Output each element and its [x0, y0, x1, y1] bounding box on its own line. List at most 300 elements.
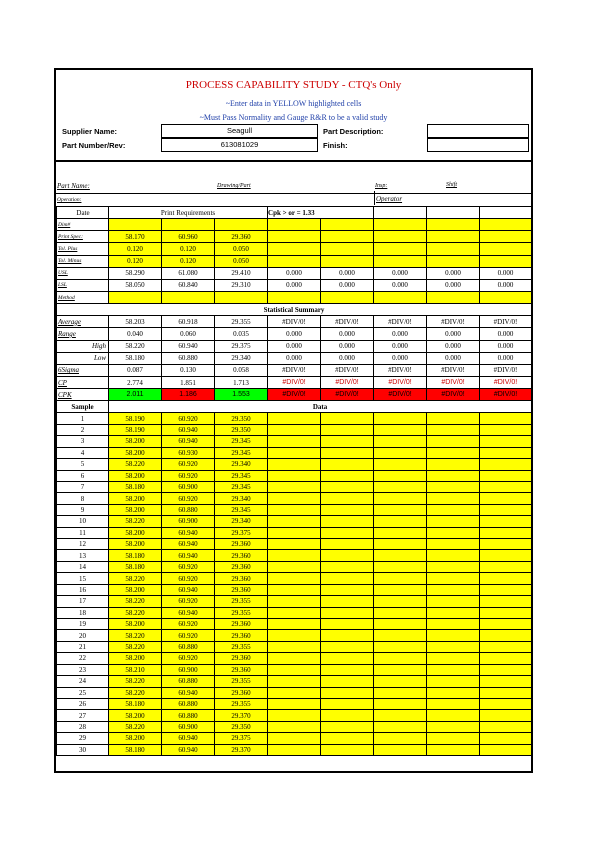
sample-empty-cell[interactable] [268, 504, 321, 515]
sample-empty-cell[interactable] [374, 561, 427, 572]
sample-empty-cell[interactable] [374, 527, 427, 538]
sample-value-cell[interactable]: 29.350 [215, 413, 268, 424]
sample-value-cell[interactable]: 29.360 [215, 539, 268, 550]
spec-cell[interactable]: 0.120 [162, 255, 215, 267]
sample-value-cell[interactable]: 60.880 [162, 504, 215, 515]
sample-empty-cell[interactable] [374, 584, 427, 595]
spec-cell[interactable] [427, 231, 480, 243]
sample-empty-cell[interactable] [321, 618, 374, 629]
spec-cell[interactable] [215, 291, 268, 303]
sample-empty-cell[interactable] [321, 630, 374, 641]
sample-value-cell[interactable]: 60.940 [162, 687, 215, 698]
spec-cell[interactable] [374, 291, 427, 303]
sample-empty-cell[interactable] [321, 573, 374, 584]
sample-empty-cell[interactable] [480, 596, 532, 607]
sample-value-cell[interactable]: 60.880 [162, 676, 215, 687]
sample-value-cell[interactable]: 29.370 [215, 744, 268, 755]
sample-empty-cell[interactable] [268, 676, 321, 687]
sample-empty-cell[interactable] [321, 504, 374, 515]
spec-cell[interactable] [268, 231, 321, 243]
sample-value-cell[interactable]: 29.355 [215, 641, 268, 652]
sample-empty-cell[interactable] [374, 516, 427, 527]
sample-value-cell[interactable]: 58.200 [109, 539, 162, 550]
spec-cell[interactable] [427, 243, 480, 255]
sample-empty-cell[interactable] [480, 744, 532, 755]
finish-field[interactable] [427, 138, 529, 152]
sample-empty-cell[interactable] [268, 710, 321, 721]
sample-value-cell[interactable]: 60.920 [162, 413, 215, 424]
spec-cell[interactable]: 0.120 [109, 255, 162, 267]
sample-empty-cell[interactable] [480, 413, 532, 424]
sample-empty-cell[interactable] [268, 618, 321, 629]
sample-empty-cell[interactable] [374, 641, 427, 652]
spec-cell: 0.000 [480, 279, 532, 291]
spec-cell[interactable] [109, 219, 162, 231]
stats-row [57, 389, 532, 401]
spec-cell[interactable] [480, 243, 532, 255]
sample-value-cell[interactable]: 58.200 [109, 436, 162, 447]
sample-empty-cell[interactable] [427, 516, 480, 527]
spec-cell[interactable]: 29.360 [215, 231, 268, 243]
sample-empty-cell[interactable] [480, 664, 532, 675]
sample-empty-cell[interactable] [427, 413, 480, 424]
sample-empty-cell[interactable] [268, 573, 321, 584]
sample-value-cell[interactable]: 29.355 [215, 676, 268, 687]
sample-empty-cell[interactable] [480, 607, 532, 618]
sample-empty-cell[interactable] [374, 459, 427, 470]
sample-row [57, 630, 532, 641]
sample-empty-cell[interactable] [480, 561, 532, 572]
spec-cell[interactable] [374, 243, 427, 255]
sample-value-cell[interactable]: 60.940 [162, 539, 215, 550]
sample-value-cell[interactable]: 58.200 [109, 493, 162, 504]
sample-value-cell[interactable]: 58.220 [109, 459, 162, 470]
sample-empty-cell[interactable] [268, 413, 321, 424]
sample-empty-cell[interactable] [268, 596, 321, 607]
sample-empty-cell[interactable] [480, 630, 532, 641]
sample-number: 19 [57, 618, 109, 629]
sample-empty-cell[interactable] [321, 607, 374, 618]
sample-empty-cell[interactable] [374, 744, 427, 755]
sample-value-cell[interactable]: 60.940 [162, 550, 215, 561]
sample-empty-cell[interactable] [268, 641, 321, 652]
sample-empty-cell[interactable] [374, 630, 427, 641]
spec-cell[interactable]: 0.120 [162, 243, 215, 255]
sample-value-cell[interactable]: 58.200 [109, 447, 162, 458]
sample-empty-cell[interactable] [268, 744, 321, 755]
spec-cell[interactable] [268, 243, 321, 255]
spec-cell[interactable] [321, 231, 374, 243]
sample-empty-cell[interactable] [268, 539, 321, 550]
spec-cell[interactable] [374, 255, 427, 267]
sample-value-cell[interactable]: 58.190 [109, 424, 162, 435]
sample-empty-cell[interactable] [268, 436, 321, 447]
supplier-name-field[interactable]: Seagull [161, 124, 318, 138]
sample-empty-cell[interactable] [374, 550, 427, 561]
sample-empty-cell[interactable] [374, 733, 427, 744]
spec-cell[interactable] [374, 219, 427, 231]
sample-value-cell[interactable]: 29.375 [215, 733, 268, 744]
sample-empty-cell[interactable] [268, 481, 321, 492]
sample-value-cell[interactable]: 29.340 [215, 459, 268, 470]
sample-value-cell[interactable]: 60.940 [162, 424, 215, 435]
sample-value-cell[interactable]: 60.940 [162, 744, 215, 755]
sample-empty-cell[interactable] [480, 470, 532, 481]
spec-cell[interactable] [162, 219, 215, 231]
sample-value-cell[interactable]: 60.920 [162, 470, 215, 481]
spec-cell[interactable]: 0.050 [215, 255, 268, 267]
spec-cell[interactable] [268, 219, 321, 231]
sample-empty-cell[interactable] [374, 710, 427, 721]
sample-empty-cell[interactable] [374, 596, 427, 607]
sample-value-cell[interactable]: 58.180 [109, 744, 162, 755]
spec-cell[interactable] [480, 291, 532, 303]
sample-empty-cell[interactable] [480, 676, 532, 687]
sample-value-cell[interactable]: 29.355 [215, 596, 268, 607]
sample-value-cell[interactable]: 29.350 [215, 424, 268, 435]
sample-empty-cell[interactable] [374, 481, 427, 492]
sample-empty-cell[interactable] [268, 630, 321, 641]
part-description-field[interactable] [427, 124, 529, 138]
sample-value-cell[interactable]: 29.345 [215, 436, 268, 447]
spec-cell[interactable] [109, 291, 162, 303]
sample-empty-cell[interactable] [480, 573, 532, 584]
sample-empty-cell[interactable] [321, 733, 374, 744]
sample-empty-cell[interactable] [480, 447, 532, 458]
sample-empty-cell[interactable] [321, 459, 374, 470]
sample-empty-cell[interactable] [268, 493, 321, 504]
sample-empty-cell[interactable] [480, 698, 532, 709]
sample-value-cell[interactable]: 58.200 [109, 653, 162, 664]
sample-value-cell[interactable]: 29.345 [215, 481, 268, 492]
sample-empty-cell[interactable] [427, 630, 480, 641]
spec-cell[interactable] [268, 255, 321, 267]
sample-value-cell[interactable]: 58.220 [109, 607, 162, 618]
sample-value-cell[interactable]: 60.880 [162, 641, 215, 652]
sample-value-cell[interactable]: 29.355 [215, 698, 268, 709]
sample-value-cell[interactable]: 58.190 [109, 413, 162, 424]
sample-empty-cell[interactable] [427, 733, 480, 744]
sample-empty-cell[interactable] [480, 641, 532, 652]
sample-empty-cell[interactable] [374, 618, 427, 629]
sample-empty-cell[interactable] [427, 527, 480, 538]
sample-empty-cell[interactable] [268, 516, 321, 527]
sample-value-cell[interactable]: 58.180 [109, 561, 162, 572]
sample-value-cell[interactable]: 60.940 [162, 607, 215, 618]
sample-value-cell[interactable]: 29.345 [215, 470, 268, 481]
sample-value-cell[interactable]: 58.220 [109, 641, 162, 652]
sample-empty-cell[interactable] [321, 539, 374, 550]
sample-empty-cell[interactable] [374, 493, 427, 504]
sample-value-cell[interactable]: 29.360 [215, 653, 268, 664]
sample-empty-cell[interactable] [374, 698, 427, 709]
sample-value-cell[interactable]: 60.940 [162, 527, 215, 538]
sample-empty-cell[interactable] [480, 516, 532, 527]
sample-empty-cell[interactable] [374, 424, 427, 435]
sample-empty-cell[interactable] [268, 653, 321, 664]
spec-cell[interactable] [321, 291, 374, 303]
sample-empty-cell[interactable] [268, 447, 321, 458]
stats-cell: 0.040 [109, 328, 162, 340]
sample-value-cell[interactable]: 29.370 [215, 710, 268, 721]
sample-empty-cell[interactable] [374, 539, 427, 550]
sample-value-cell[interactable]: 29.345 [215, 504, 268, 515]
sample-empty-cell[interactable] [480, 584, 532, 595]
sample-empty-cell[interactable] [480, 733, 532, 744]
sample-value-cell[interactable]: 29.360 [215, 618, 268, 629]
sample-value-cell[interactable]: 60.940 [162, 436, 215, 447]
sample-empty-cell[interactable] [427, 607, 480, 618]
sample-empty-cell[interactable] [321, 481, 374, 492]
sample-empty-cell[interactable] [480, 504, 532, 515]
sample-empty-cell[interactable] [321, 436, 374, 447]
sample-empty-cell[interactable] [268, 424, 321, 435]
sample-value-cell[interactable]: 58.180 [109, 550, 162, 561]
sample-empty-cell[interactable] [268, 733, 321, 744]
sample-value-cell[interactable]: 29.360 [215, 550, 268, 561]
sample-empty-cell[interactable] [321, 584, 374, 595]
sample-value-cell[interactable]: 29.360 [215, 664, 268, 675]
sample-empty-cell[interactable] [427, 447, 480, 458]
sample-row [57, 413, 532, 424]
spec-cell[interactable] [321, 243, 374, 255]
sample-empty-cell[interactable] [321, 413, 374, 424]
sample-empty-cell[interactable] [480, 424, 532, 435]
sample-value-cell[interactable]: 60.920 [162, 573, 215, 584]
sample-empty-cell[interactable] [480, 493, 532, 504]
sample-empty-cell[interactable] [374, 436, 427, 447]
sample-value-cell[interactable]: 58.200 [109, 470, 162, 481]
sample-value-cell[interactable]: 58.220 [109, 721, 162, 732]
spec-cell[interactable] [427, 219, 480, 231]
spec-cell[interactable]: 58.170 [109, 231, 162, 243]
sample-empty-cell[interactable] [321, 698, 374, 709]
spec-cell[interactable] [268, 291, 321, 303]
spec-cell[interactable] [215, 219, 268, 231]
spec-cell[interactable] [427, 291, 480, 303]
sample-value-cell[interactable]: 29.375 [215, 527, 268, 538]
spec-cell[interactable]: 0.120 [109, 243, 162, 255]
sample-empty-cell[interactable] [374, 447, 427, 458]
sample-empty-cell[interactable] [427, 664, 480, 675]
sample-empty-cell[interactable] [374, 721, 427, 732]
sample-empty-cell[interactable] [321, 664, 374, 675]
spec-cell[interactable]: 0.050 [215, 243, 268, 255]
sample-empty-cell[interactable] [427, 641, 480, 652]
sample-empty-cell[interactable] [427, 596, 480, 607]
sample-empty-cell[interactable] [321, 721, 374, 732]
sample-value-cell[interactable]: 58.200 [109, 584, 162, 595]
sample-value-cell[interactable]: 60.920 [162, 653, 215, 664]
sample-empty-cell[interactable] [480, 550, 532, 561]
sample-value-cell[interactable]: 60.880 [162, 698, 215, 709]
sample-value-cell[interactable]: 29.340 [215, 493, 268, 504]
sample-empty-cell[interactable] [321, 516, 374, 527]
sample-value-cell[interactable]: 60.920 [162, 493, 215, 504]
spec-cell[interactable] [374, 231, 427, 243]
sample-value-cell[interactable]: 58.200 [109, 710, 162, 721]
stats-cell: #DIV/0! [321, 389, 374, 401]
spec-cell[interactable] [427, 255, 480, 267]
sample-empty-cell[interactable] [268, 527, 321, 538]
sample-empty-cell[interactable] [321, 653, 374, 664]
sample-empty-cell[interactable] [374, 653, 427, 664]
sample-value-cell[interactable]: 58.220 [109, 573, 162, 584]
sample-empty-cell[interactable] [427, 550, 480, 561]
sample-empty-cell[interactable] [321, 424, 374, 435]
sample-empty-cell[interactable] [427, 653, 480, 664]
sample-number: 24 [57, 676, 109, 687]
sample-empty-cell[interactable] [321, 687, 374, 698]
sample-empty-cell[interactable] [268, 664, 321, 675]
sample-value-cell[interactable]: 60.930 [162, 447, 215, 458]
sample-value-cell[interactable]: 60.900 [162, 664, 215, 675]
sample-empty-cell[interactable] [321, 710, 374, 721]
sample-empty-cell[interactable] [321, 447, 374, 458]
sample-empty-cell[interactable] [427, 436, 480, 447]
sample-value-cell[interactable]: 58.220 [109, 687, 162, 698]
sample-value-cell[interactable]: 60.940 [162, 733, 215, 744]
sample-empty-cell[interactable] [321, 744, 374, 755]
sample-empty-cell[interactable] [268, 561, 321, 572]
sample-value-cell[interactable]: 58.210 [109, 664, 162, 675]
sample-value-cell[interactable]: 60.920 [162, 618, 215, 629]
spec-cell: 29.410 [215, 267, 268, 279]
sample-empty-cell[interactable] [321, 596, 374, 607]
sample-empty-cell[interactable] [374, 664, 427, 675]
sample-empty-cell[interactable] [480, 481, 532, 492]
stats-cell: #DIV/0! [268, 316, 321, 328]
sample-value-cell[interactable]: 58.200 [109, 733, 162, 744]
sample-empty-cell[interactable] [480, 459, 532, 470]
sample-value-cell[interactable]: 58.220 [109, 596, 162, 607]
sample-empty-cell[interactable] [321, 550, 374, 561]
sample-empty-cell[interactable] [268, 550, 321, 561]
sample-value-cell[interactable]: 58.180 [109, 481, 162, 492]
sample-value-cell[interactable]: 29.360 [215, 687, 268, 698]
sample-empty-cell[interactable] [427, 481, 480, 492]
sample-empty-cell[interactable] [427, 710, 480, 721]
sample-value-cell[interactable]: 29.360 [215, 584, 268, 595]
sample-empty-cell[interactable] [480, 527, 532, 538]
sample-empty-cell[interactable] [427, 470, 480, 481]
sample-empty-cell[interactable] [427, 504, 480, 515]
spec-cell[interactable] [162, 291, 215, 303]
sample-empty-cell[interactable] [427, 424, 480, 435]
spec-cell[interactable] [321, 255, 374, 267]
sample-value-cell[interactable]: 29.360 [215, 573, 268, 584]
sample-value-cell[interactable]: 58.180 [109, 698, 162, 709]
sample-empty-cell[interactable] [374, 504, 427, 515]
sample-empty-cell[interactable] [321, 493, 374, 504]
sample-empty-cell[interactable] [374, 676, 427, 687]
sample-number: 1 [57, 413, 109, 424]
sample-empty-cell[interactable] [268, 459, 321, 470]
sample-empty-cell[interactable] [321, 561, 374, 572]
spec-cell[interactable] [480, 231, 532, 243]
sample-empty-cell[interactable] [374, 413, 427, 424]
sample-value-cell[interactable]: 60.920 [162, 630, 215, 641]
sample-value-cell[interactable]: 58.200 [109, 618, 162, 629]
sample-empty-cell[interactable] [321, 641, 374, 652]
sample-empty-cell[interactable] [427, 459, 480, 470]
sample-empty-cell[interactable] [427, 676, 480, 687]
sample-empty-cell[interactable] [374, 607, 427, 618]
sample-empty-cell[interactable] [374, 687, 427, 698]
stats-title-row [57, 304, 532, 316]
sample-number: 9 [57, 504, 109, 515]
stats-cell: #DIV/0! [374, 364, 427, 376]
sample-empty-cell[interactable] [427, 573, 480, 584]
sample-empty-cell[interactable] [321, 527, 374, 538]
sample-empty-cell[interactable] [427, 493, 480, 504]
sample-empty-cell[interactable] [268, 470, 321, 481]
sample-empty-cell[interactable] [427, 539, 480, 550]
sample-value-cell[interactable]: 60.920 [162, 596, 215, 607]
spec-cell[interactable] [321, 219, 374, 231]
sample-value-cell[interactable]: 60.940 [162, 584, 215, 595]
sample-value-cell[interactable]: 29.350 [215, 721, 268, 732]
stats-cell: #DIV/0! [480, 364, 532, 376]
sample-header-row [57, 401, 532, 413]
sample-empty-cell[interactable] [480, 539, 532, 550]
sample-value-cell[interactable]: 60.880 [162, 710, 215, 721]
sample-value-cell[interactable]: 58.220 [109, 630, 162, 641]
sample-empty-cell[interactable] [427, 744, 480, 755]
sample-value-cell[interactable]: 60.900 [162, 516, 215, 527]
sample-empty-cell[interactable] [268, 721, 321, 732]
sample-empty-cell[interactable] [427, 698, 480, 709]
sample-value-cell[interactable]: 58.200 [109, 527, 162, 538]
sample-value-cell[interactable]: 29.355 [215, 607, 268, 618]
sample-empty-cell[interactable] [427, 618, 480, 629]
sample-empty-cell[interactable] [480, 618, 532, 629]
sample-empty-cell[interactable] [427, 584, 480, 595]
sample-empty-cell[interactable] [268, 607, 321, 618]
sample-empty-cell[interactable] [427, 687, 480, 698]
sample-empty-cell[interactable] [268, 584, 321, 595]
sample-value-cell[interactable]: 60.900 [162, 481, 215, 492]
sample-empty-cell[interactable] [268, 698, 321, 709]
sample-value-cell[interactable]: 58.220 [109, 676, 162, 687]
sample-value-cell[interactable]: 29.340 [215, 516, 268, 527]
sample-empty-cell[interactable] [374, 573, 427, 584]
sample-value-cell[interactable]: 60.920 [162, 459, 215, 470]
spec-cell[interactable] [480, 219, 532, 231]
sample-empty-cell[interactable] [268, 687, 321, 698]
sample-empty-cell[interactable] [374, 470, 427, 481]
sample-empty-cell[interactable] [321, 676, 374, 687]
sample-empty-cell[interactable] [321, 470, 374, 481]
sample-value-cell[interactable]: 60.920 [162, 561, 215, 572]
sample-empty-cell[interactable] [480, 436, 532, 447]
sample-value-cell[interactable]: 58.200 [109, 504, 162, 515]
sample-empty-cell[interactable] [480, 710, 532, 721]
sample-value-cell[interactable]: 29.345 [215, 447, 268, 458]
sample-value-cell[interactable]: 60.900 [162, 721, 215, 732]
sample-empty-cell[interactable] [480, 653, 532, 664]
sample-empty-cell[interactable] [480, 687, 532, 698]
sample-empty-cell[interactable] [480, 721, 532, 732]
part-number-field[interactable]: 613081029 [161, 138, 318, 152]
spec-cell[interactable] [480, 255, 532, 267]
sample-empty-cell[interactable] [427, 561, 480, 572]
sample-value-cell[interactable]: 29.360 [215, 630, 268, 641]
sample-empty-cell[interactable] [427, 721, 480, 732]
sample-value-cell[interactable]: 29.360 [215, 561, 268, 572]
sample-value-cell[interactable]: 58.220 [109, 516, 162, 527]
spec-cell[interactable]: 60.960 [162, 231, 215, 243]
